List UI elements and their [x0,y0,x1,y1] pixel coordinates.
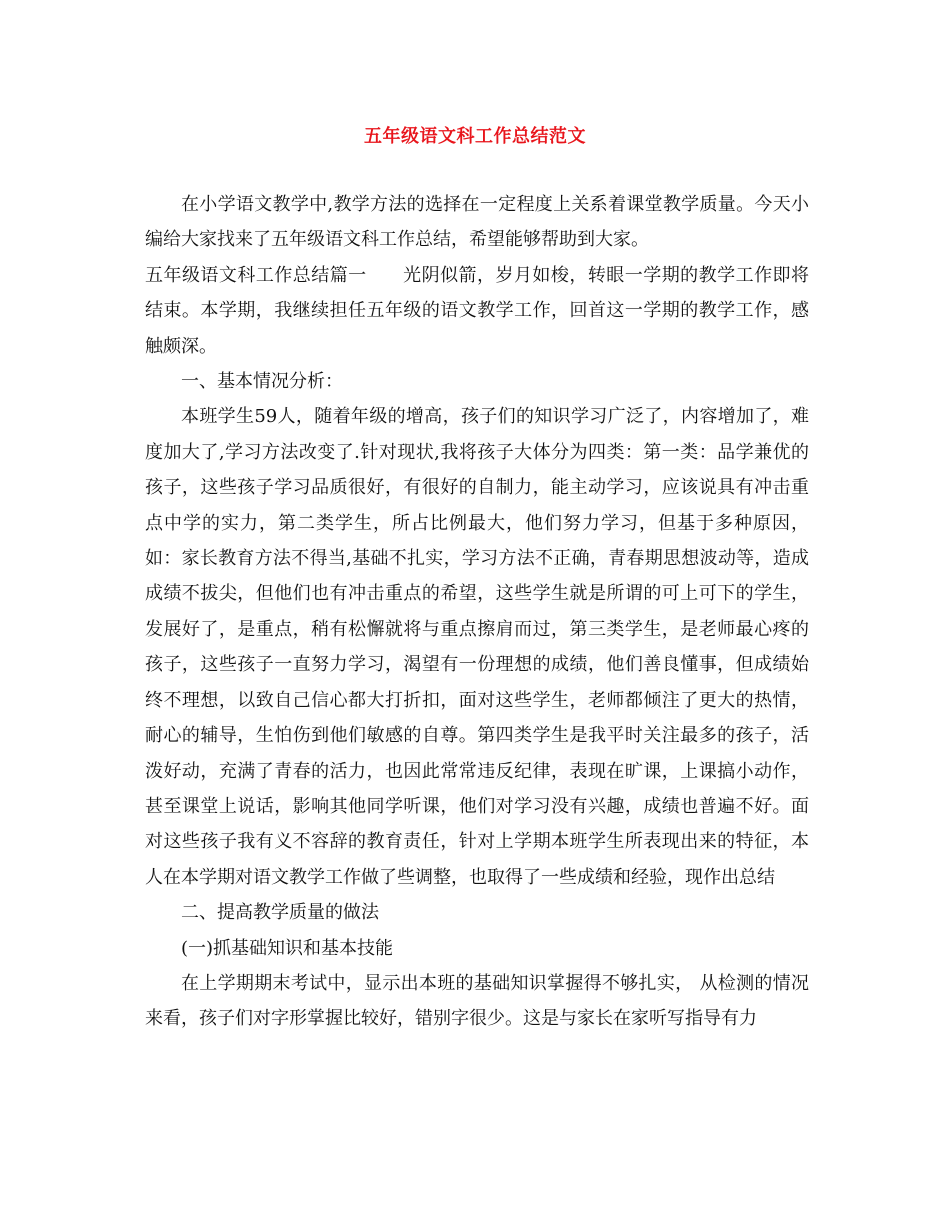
paragraph-basics: 在上学期期末考试中，显示出本班的基础知识掌握得不够扎实， 从检测的情况来看，孩子们对字形掌握比较好，错别字很少。这是与家长在家听写指导有力 [145,972,809,1030]
section-label: 五年级语文科工作总结篇一 [145,264,367,286]
paragraph-basic-situation: 本班学生59人，随着年级的增高，孩子们的知识学习广泛了，内容增加了，难度加大了,学习方法改变了.针对现状,我将孩子大体分为四类：第一类：品学兼优的孩子，这些孩子学习品质很好，有很好的自制力，能主动学习，应该说具有冲击重点中学的实力，第二类学生，所占比例最大，他们努力学习，但基于多种原因，如：家长教育方法不得当,基础不扎实，学习方法不正确，青春期思想波动等，造成成绩不拔尖，但他们也有冲击重点的希望，这些学生就是所谓的可上可下的学生，发展好了，是重点，稍有松懈就将与重点擦肩而过，第三类学生，是老师最心疼的孩子，这些孩子一直努力学习，渴望有一份理想的成绩，他们善良懂事，但成绩始终不理想，以致自己信心都大打折扣，面对这些学生，老师都倾注了更大的热情，耐心的辅导，生怕伤到他们敏感的自尊。第四类学生是我平时关注最多的孩子，活泼好动，充满了青春的活力，也因此常常违反纪律，表现在旷课，上课搞小动作，甚至课堂上说话，影响其他同学听课，他们对学习没有兴趣，成绩也普遍不好。面对这些孩子我有义不容辞的教育责任，针对上学期本班学生所表现出来的特征，本人在本学期对语文教学工作做了些调整，也取得了一些成绩和经验，现作出总结 [145,406,809,888]
heading-basics: (一)抓基础知识和基本技能 [181,937,394,959]
document-title: 五年级语文科工作总结范文 [364,126,586,147]
section-opening: 光阴似箭，岁月如梭，转眼一学期的教学工作即将结束。本学期，我继续担任五年级的语文教学工作，回首这一学期的教学工作，感触颇深。 [145,264,810,357]
section-paragraph [145,258,809,364]
heading-improve-quality: 二、提高教学质量的做法 [181,902,379,924]
intro-paragraph: 在小学语文教学中,教学方法的选择在一定程度上关系着课堂教学质量。今天小编给大家找来了五年级语文科工作总结，希望能够帮助到大家。 [145,194,809,251]
heading-basic-situation: 一、基本情况分析： [181,371,343,393]
document-body [145,187,809,1037]
